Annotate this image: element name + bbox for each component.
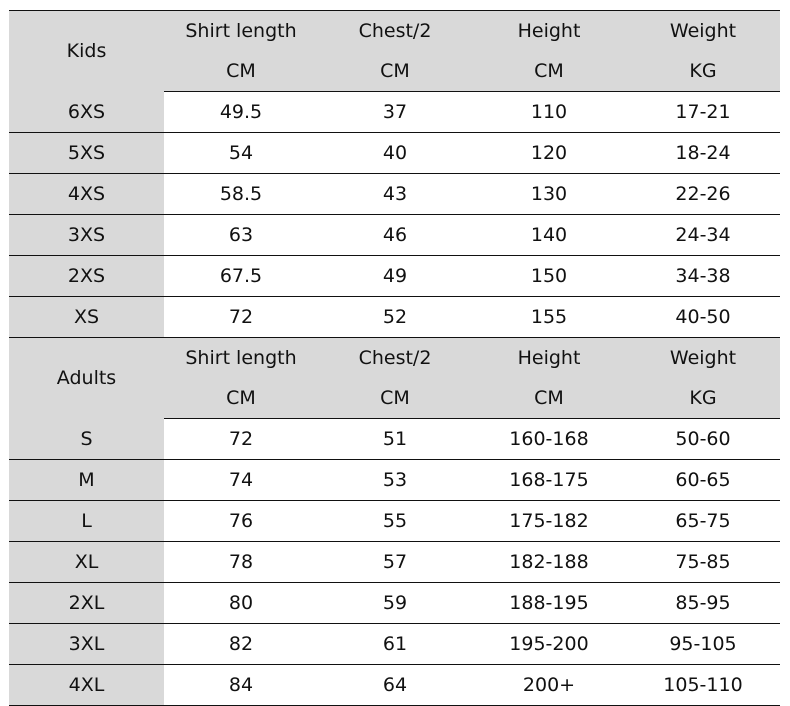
- measurement-cell: 52: [318, 297, 472, 338]
- column-header: Weight: [626, 338, 780, 379]
- measurement-cell: 53: [318, 460, 472, 501]
- measurement-cell: 72: [164, 419, 318, 460]
- column-header: Shirt length: [164, 338, 318, 379]
- table-row: [9, 215, 780, 256]
- unit-label: KG: [626, 51, 780, 92]
- size-label: 2XS: [9, 256, 164, 297]
- measurement-cell: 54: [164, 133, 318, 174]
- measurement-cell: 82: [164, 624, 318, 665]
- size-label: XL: [9, 542, 164, 583]
- measurement-cell: 160-168: [472, 419, 626, 460]
- measurement-cell: 75-85: [626, 542, 780, 583]
- size-label: 3XL: [9, 624, 164, 665]
- measurement-cell: 59: [318, 583, 472, 624]
- measurement-cell: 110: [472, 92, 626, 133]
- column-header: Chest/2: [318, 11, 472, 52]
- table-row: [9, 297, 780, 338]
- measurement-cell: 168-175: [472, 460, 626, 501]
- measurement-cell: 49.5: [164, 92, 318, 133]
- group-label-adults: Adults: [9, 338, 164, 419]
- measurement-cell: 46: [318, 215, 472, 256]
- unit-label: CM: [164, 378, 318, 419]
- column-header: Shirt length: [164, 11, 318, 52]
- measurement-cell: 78: [164, 542, 318, 583]
- measurement-cell: 155: [472, 297, 626, 338]
- measurement-cell: 49: [318, 256, 472, 297]
- column-header: Chest/2: [318, 338, 472, 379]
- table-row: [9, 419, 780, 460]
- measurement-cell: 43: [318, 174, 472, 215]
- unit-label: CM: [472, 51, 626, 92]
- measurement-cell: 63: [164, 215, 318, 256]
- table-row: [9, 583, 780, 624]
- unit-label: CM: [472, 378, 626, 419]
- measurement-cell: 195-200: [472, 624, 626, 665]
- group-label-kids: Kids: [9, 11, 164, 92]
- table-row: [9, 665, 780, 706]
- measurement-cell: 60-65: [626, 460, 780, 501]
- measurement-cell: 51: [318, 419, 472, 460]
- size-label: 4XS: [9, 174, 164, 215]
- kids-header-row: [9, 11, 780, 52]
- measurement-cell: 85-95: [626, 583, 780, 624]
- table-row: [9, 256, 780, 297]
- measurement-cell: 74: [164, 460, 318, 501]
- column-header: Weight: [626, 11, 780, 52]
- measurement-cell: 140: [472, 215, 626, 256]
- size-chart-body: [9, 11, 780, 706]
- table-row: [9, 624, 780, 665]
- table-row: [9, 92, 780, 133]
- size-label: S: [9, 419, 164, 460]
- size-label: M: [9, 460, 164, 501]
- measurement-cell: 22-26: [626, 174, 780, 215]
- measurement-cell: 188-195: [472, 583, 626, 624]
- measurement-cell: 105-110: [626, 665, 780, 706]
- measurement-cell: 40-50: [626, 297, 780, 338]
- measurement-cell: 57: [318, 542, 472, 583]
- measurement-cell: 37: [318, 92, 472, 133]
- size-label: 3XS: [9, 215, 164, 256]
- measurement-cell: 200+: [472, 665, 626, 706]
- measurement-cell: 182-188: [472, 542, 626, 583]
- size-label: XS: [9, 297, 164, 338]
- size-label: 2XL: [9, 583, 164, 624]
- measurement-cell: 55: [318, 501, 472, 542]
- measurement-cell: 64: [318, 665, 472, 706]
- measurement-cell: 95-105: [626, 624, 780, 665]
- table-row: [9, 542, 780, 583]
- measurement-cell: 76: [164, 501, 318, 542]
- measurement-cell: 80: [164, 583, 318, 624]
- table-row: [9, 460, 780, 501]
- measurement-cell: 18-24: [626, 133, 780, 174]
- measurement-cell: 120: [472, 133, 626, 174]
- measurement-cell: 61: [318, 624, 472, 665]
- adults-header-row: [9, 338, 780, 379]
- size-chart-table: [9, 10, 780, 706]
- unit-label: CM: [318, 51, 472, 92]
- measurement-cell: 67.5: [164, 256, 318, 297]
- measurement-cell: 17-21: [626, 92, 780, 133]
- measurement-cell: 24-34: [626, 215, 780, 256]
- measurement-cell: 130: [472, 174, 626, 215]
- column-header: Height: [472, 11, 626, 52]
- size-label: 6XS: [9, 92, 164, 133]
- unit-label: CM: [164, 51, 318, 92]
- size-label: 5XS: [9, 133, 164, 174]
- measurement-cell: 175-182: [472, 501, 626, 542]
- size-label: L: [9, 501, 164, 542]
- table-row: [9, 133, 780, 174]
- measurement-cell: 58.5: [164, 174, 318, 215]
- table-row: [9, 174, 780, 215]
- measurement-cell: 50-60: [626, 419, 780, 460]
- size-label: 4XL: [9, 665, 164, 706]
- measurement-cell: 40: [318, 133, 472, 174]
- unit-label: KG: [626, 378, 780, 419]
- measurement-cell: 72: [164, 297, 318, 338]
- measurement-cell: 150: [472, 256, 626, 297]
- measurement-cell: 34-38: [626, 256, 780, 297]
- measurement-cell: 84: [164, 665, 318, 706]
- column-header: Height: [472, 338, 626, 379]
- measurement-cell: 65-75: [626, 501, 780, 542]
- table-row: [9, 501, 780, 542]
- unit-label: CM: [318, 378, 472, 419]
